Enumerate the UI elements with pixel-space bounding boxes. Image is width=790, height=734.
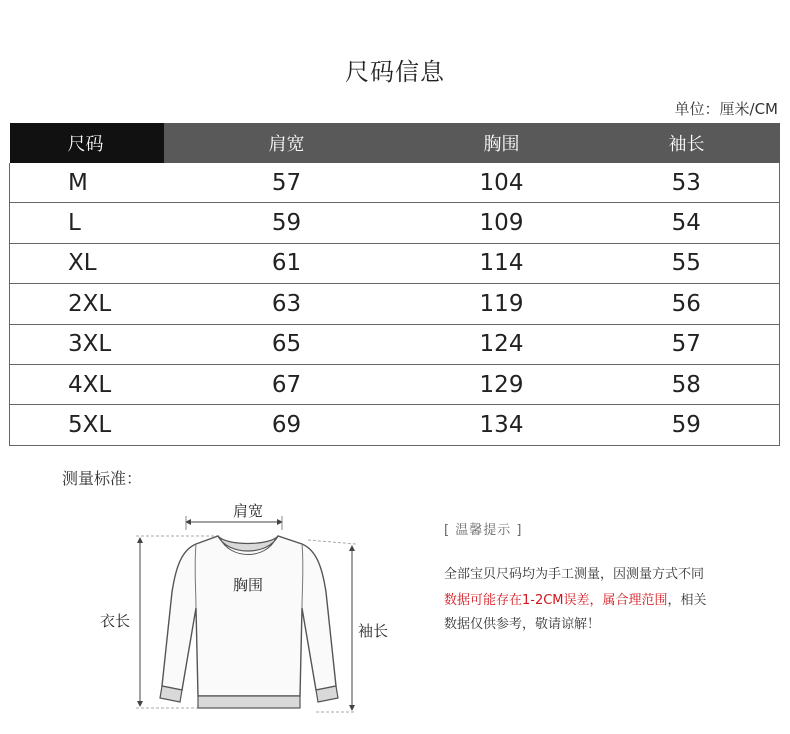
- table-row: [10, 405, 780, 445]
- cell-shoulder: 67: [164, 364, 410, 404]
- cell-shoulder: 63: [164, 284, 410, 324]
- cell-chest: 124: [410, 324, 594, 364]
- cell-sleeve: 54: [594, 203, 780, 243]
- cell-chest: 129: [410, 364, 594, 404]
- cell-sleeve: 59: [594, 405, 780, 445]
- cell-shoulder: 57: [164, 163, 410, 203]
- chest-label: 胸围: [233, 576, 264, 594]
- sleeve-label: 袖长: [358, 622, 389, 640]
- cell-size: 4XL: [10, 364, 164, 404]
- table-row: [10, 324, 780, 364]
- measure-heading: 测量标准：: [62, 469, 143, 488]
- cell-sleeve: 56: [594, 284, 780, 324]
- tip-line-1: 全部宝贝尺码均为手工测量，因测量方式不同: [444, 567, 705, 582]
- cell-shoulder: 59: [164, 203, 410, 243]
- cell-sleeve: 58: [594, 364, 780, 404]
- size-table: [9, 123, 780, 446]
- cell-size: M: [10, 163, 164, 203]
- cell-size: 5XL: [10, 405, 164, 445]
- cell-chest: 114: [410, 243, 594, 283]
- cell-size: 2XL: [10, 284, 164, 324]
- cell-size: L: [10, 203, 164, 243]
- cell-shoulder: 61: [164, 243, 410, 283]
- tips-heading: [ 温馨提示 ]: [444, 523, 523, 538]
- cell-shoulder: 65: [164, 324, 410, 364]
- cell-chest: 109: [410, 203, 594, 243]
- cell-sleeve: 57: [594, 324, 780, 364]
- unit-label: 单位：厘米/CM: [674, 100, 778, 118]
- cell-sleeve: 53: [594, 163, 780, 203]
- page-title: 尺码信息: [345, 58, 445, 86]
- table-row: [10, 284, 780, 324]
- header-sleeve: 袖长: [594, 123, 780, 163]
- header-size: 尺码: [10, 123, 164, 163]
- header-shoulder: 肩宽: [164, 123, 410, 163]
- tip-line-2: [444, 589, 707, 608]
- sweater-illustration: [90, 496, 410, 728]
- cell-sleeve: 55: [594, 243, 780, 283]
- cell-chest: 104: [410, 163, 594, 203]
- cell-chest: 134: [410, 405, 594, 445]
- table-header-row: [10, 123, 780, 163]
- table-row: [10, 243, 780, 283]
- cell-chest: 119: [410, 284, 594, 324]
- tip-error-note: 数据可能存在1-2CM误差，属合理范围: [444, 593, 668, 608]
- table-row: [10, 163, 780, 203]
- table-row: [10, 203, 780, 243]
- length-label: 衣长: [100, 612, 131, 630]
- shoulder-label: 肩宽: [233, 502, 264, 520]
- header-chest: 胸围: [410, 123, 594, 163]
- table-row: [10, 364, 780, 404]
- sweater-diagram: [90, 496, 410, 728]
- cell-size: XL: [10, 243, 164, 283]
- cell-shoulder: 69: [164, 405, 410, 445]
- tip-line-3: 数据仅供参考，敬请谅解！: [444, 617, 601, 632]
- tip-line-2-rest: ，相关: [667, 593, 707, 608]
- cell-size: 3XL: [10, 324, 164, 364]
